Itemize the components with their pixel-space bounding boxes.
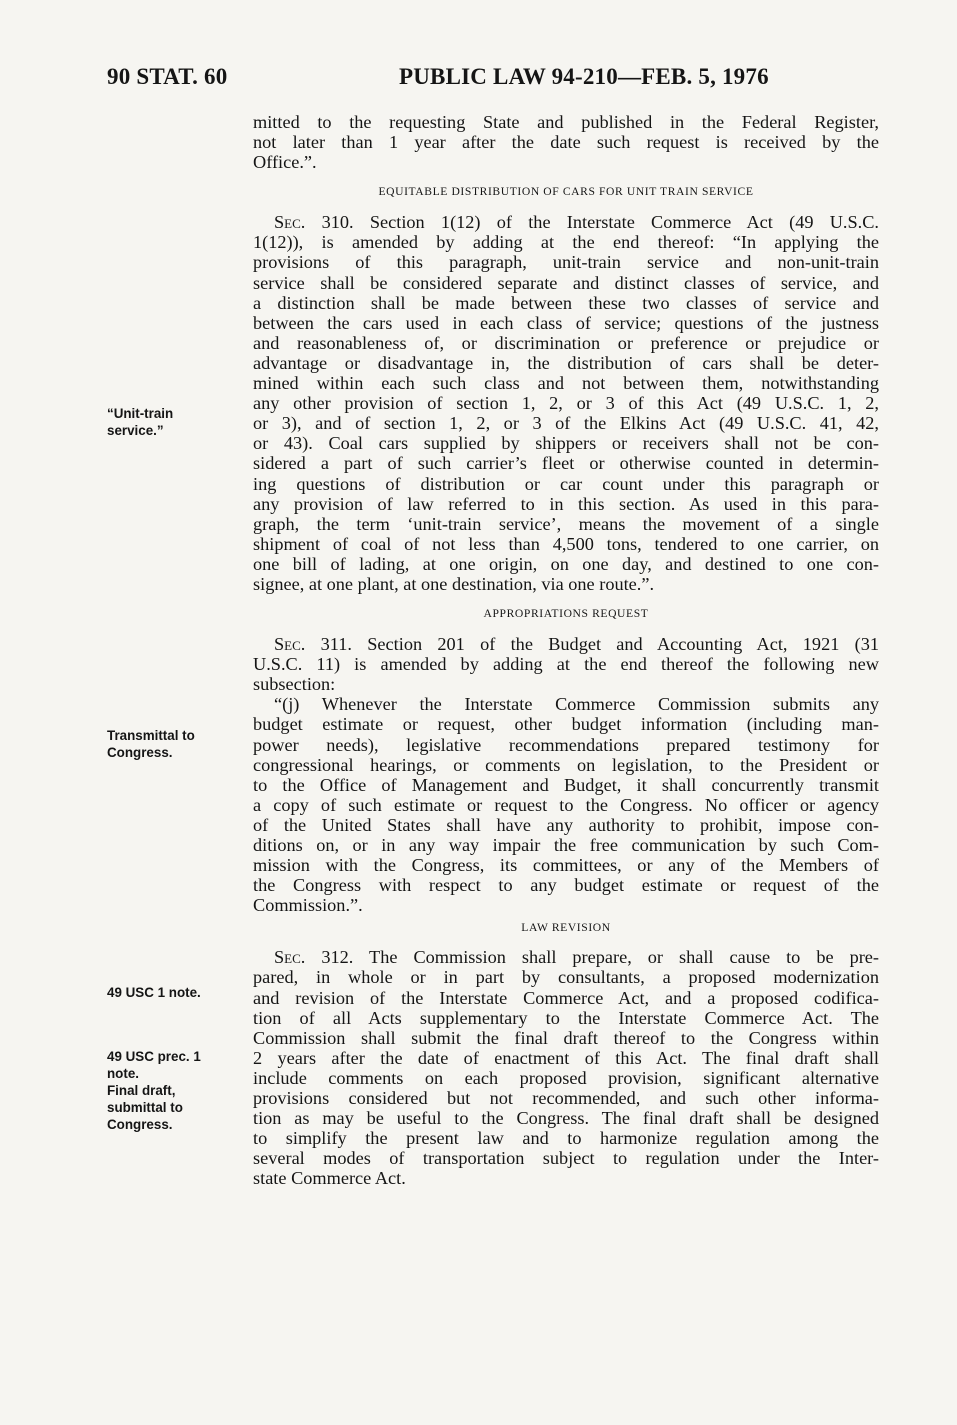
text-line: between the cars used in each class of service; questions of the justness — [253, 312, 879, 333]
text-line: and revision of the Interstate Commerce Act, and a proposed codifica- — [253, 987, 879, 1008]
stat-citation: 90 STAT. 60 — [107, 64, 228, 89]
margin-note-line: Transmittal to — [107, 728, 195, 743]
section-312 — [253, 947, 879, 1188]
text-line: any other provision of section 1, 2, or 3 of this Act (49 U.S.C. 1, 2, — [253, 393, 879, 414]
margin-note-unit-train — [107, 405, 227, 439]
margin-note-transmittal — [107, 727, 227, 761]
text-line: sidered a part of such carrier’s fleet or otherwise counted in determin- — [253, 453, 879, 474]
running-head — [0, 64, 957, 94]
text-line: mined within each such class and not between them, notwithstanding — [253, 373, 879, 394]
section-heading-appropriations: APPROPRIATIONS REQUEST — [483, 607, 649, 621]
margin-note-line: 49 USC prec. 1 — [107, 1049, 201, 1064]
text-line: 2 years after the date of enactment of this Act. The final draft shall — [253, 1047, 879, 1068]
text-line: any provision of law referred to in this section. As used in this para- — [253, 493, 879, 514]
text-line: provisions of this paragraph, unit-train service and non-unit-train — [253, 252, 879, 273]
margin-note-line: note. — [107, 1066, 139, 1081]
text-line: the Congress with respect to any budget estimate or request of the — [253, 875, 879, 896]
text-line: to the Office of Management and Budget, it shall concurrently transmit — [253, 774, 879, 795]
text-line: “(j) Whenever the Interstate Commerce Commission submits any — [274, 694, 879, 715]
section-number: 310. — [321, 212, 354, 233]
text-line: and reasonableness of, or discrimination or preference or prejudice or — [253, 332, 879, 353]
text-line: graph, the term ‘unit-train service’, means the movement of a single — [253, 513, 879, 534]
section-number: 311. — [320, 634, 352, 655]
text-line: signee, at one plant, at one destination, via one route.”. — [253, 573, 655, 594]
text-line: a distinction shall be made between these two classes of service and — [253, 292, 879, 313]
text-line: Commission.”. — [253, 895, 363, 916]
section-310 — [253, 212, 879, 594]
text-line: or 3), and of section 1, 2, or 3 of the Elkins Act (49 U.S.C. 41, 42, — [253, 413, 879, 434]
margin-note-line: Congress. — [107, 745, 173, 760]
text-line: pared, in whole or in part by consultants, a proposed modernization — [253, 967, 879, 988]
text-line: mitted to the requesting State and published in the Federal Register, — [253, 112, 879, 132]
text-line — [253, 947, 879, 967]
section-number: 312. — [321, 947, 354, 968]
text-line: tion of all Acts supplementary to the Interstate Commerce Act. The — [253, 1007, 879, 1028]
section-label: Sec. — [274, 634, 306, 655]
section-311 — [253, 634, 879, 915]
text-line: one bill of lading, at one origin, on one day, and destined to one con- — [253, 553, 879, 574]
text-line: subsection: — [253, 674, 336, 695]
section-text: The Commission shall prepare, or shall cause to be pre- — [353, 947, 879, 968]
text-line: 1(12)), is amended by adding at the end thereof: “In applying the — [253, 232, 879, 253]
text-line: of the United States shall have any authority to prohibit, impose con- — [253, 814, 879, 835]
text-line: state Commerce Act. — [253, 1168, 406, 1189]
margin-note-line: service.” — [107, 423, 164, 438]
text-line: advantage or disadvantage in, the distribution of cars shall be deter- — [253, 352, 879, 373]
intro-paragraph — [253, 112, 879, 172]
section-label: Sec. — [274, 212, 306, 233]
margin-note-line: Final draft, — [107, 1083, 176, 1098]
text-line: or 43). Coal cars supplied by shippers or receivers shall not be con- — [253, 433, 879, 454]
text-line: service shall be considered separate and distinct classes of service, and — [253, 272, 879, 293]
text-line: provisions considered but not recommended, and such other informa- — [253, 1088, 879, 1109]
law-title: PUBLIC LAW 94-210—FEB. 5, 1976 — [399, 64, 769, 89]
text-line: tion as may be useful to the Congress. The final draft shall be designed — [253, 1108, 879, 1129]
text-line: not later than 1 year after the date such request is received by the — [253, 132, 879, 153]
text-line: to simplify the present law and to harmonize regulation among the — [253, 1128, 879, 1149]
text-line: Office.”. — [253, 152, 317, 173]
text-line: U.S.C. 11) is amended by adding at the end thereof the following new — [253, 654, 879, 675]
text-line: Commission shall submit the final draft thereof to the Congress within — [253, 1027, 879, 1048]
section-heading-equitable: EQUITABLE DISTRIBUTION OF CARS FOR UNIT TRAIN SERVICE — [378, 185, 754, 199]
section-heading-law-revision: LAW REVISION — [521, 921, 611, 935]
margin-note-line: 49 USC 1 note. — [107, 985, 201, 1000]
text-line — [253, 212, 879, 232]
text-line: mission with the Congress, its committees, or any of the Members of — [253, 855, 879, 876]
margin-note-line: submittal to — [107, 1100, 183, 1115]
text-line: several modes of transportation subject to regulation under the Inter- — [253, 1148, 879, 1169]
margin-note-line: Congress. — [107, 1117, 173, 1132]
margin-note-final-draft — [107, 1048, 227, 1133]
margin-note-line: “Unit-train — [107, 406, 174, 421]
margin-note-49-usc-1-note — [107, 984, 227, 1001]
text-line: congressional hearings, or comments on legislation, to the President or — [253, 754, 879, 775]
text-line: a copy of such estimate or request to the Congress. No officer or agency — [253, 794, 879, 815]
text-line: shipment of coal of not less than 4,500 tons, tendered to one carrier, on — [253, 533, 879, 554]
text-line: include comments on each proposed provision, significant alternative — [253, 1067, 879, 1088]
text-line: ditions on, or in any way impair the free communication by such Com- — [253, 835, 879, 855]
section-text: Section 1(12) of the Interstate Commerce Act (49 U.S.C. — [353, 212, 879, 233]
text-line: ing questions of distribution or car count under this paragraph or — [253, 473, 879, 494]
text-line: power needs), legislative recommendations prepared testimony for — [253, 734, 879, 755]
text-line: budget estimate or request, other budget information (including man- — [253, 714, 879, 735]
section-label: Sec. — [274, 947, 306, 968]
text-line — [253, 634, 879, 654]
section-text: Section 201 of the Budget and Accounting Act, 1921 (31 — [351, 634, 879, 655]
body-text — [253, 112, 879, 1189]
